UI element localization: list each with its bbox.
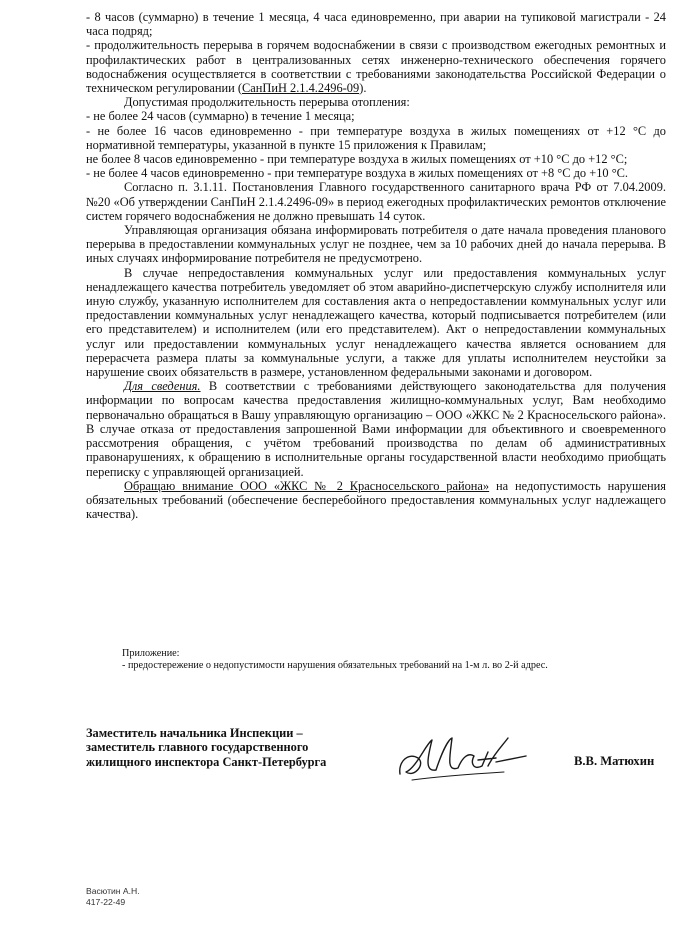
appendix-title: Приложение:: [122, 648, 180, 659]
paragraph-service-quality-act: В случае непредоставления коммунальных услуг или предоставления коммунальных услуг ненадлежащего качества потребитель уведомляет об этом аварийно-диспетчерскую службу исполнителя или иную службу, указанную исполнителем для составления акта о непредоставлении коммунальных услуг или предоставлении коммунальных услуг ненадлежащего качества, который подписывается потребителем (или его представителем) и исполнителем (или его представителем). Акт о непредоставлении коммунальных услуг или предоставлении коммунальных услуг ненадлежащего качества является основанием для перерасчета размера платы за коммунальные услуги, а также для уплаты исполнителем неустойки за нарушение своих обязательств в размере, установленном федеральными законами и договором.: [86, 265, 666, 380]
handwritten-signature-icon: [392, 722, 532, 792]
paragraph-hot-water-maintenance: - продолжительность перерыва в горячем водоснабжении в связи с производством ежегодных ремонтных и профилактических работ в централизованных сетях инженерно-технического обеспечения горячего водоснабжения осуществляется в соответствии с требованиями законодательства Российской Федерации о техническом регулировании (СанПиН 2.1.4.2496-09).: [86, 38, 666, 96]
paragraph-for-information: Для сведения. В соответствии с требованиями действующего законодательства для получения информации по вопросам качества предоставления жилищно-коммунальных услуг, Вам необходимо первоначально обращаться в Вашу управляющую организацию – ООО «ЖКС № 2 Красносельского района». В случае отказа от предоставления запрошенной Вами информации для объективного и своевременного рассмотрения обращения, с учётом требований производства по делам об административных правонарушениях, к обращению в исполнительные органы государственной власти необходимо приобщать переписку с управляющей организацией.: [86, 379, 666, 479]
author-name: Васютин А.Н.: [86, 886, 140, 896]
paragraph-heating-16h: - не более 16 часов единовременно - при температуре воздуха в жилых помещениях от +12 °С до нормативной температуры, указанной в пункте 15 приложения к Правилам;: [86, 123, 666, 152]
appendix-item: - предостережение о недопустимости нарушения обязательных требований на 1-м л. во 2-й адрес.: [122, 660, 548, 671]
paragraph-hot-water-accident: - 8 часов (суммарно) в течение 1 месяца, 4 часа единовременно, при аварии на тупиковой магистрали - 24 часа подряд;: [86, 10, 666, 39]
paragraph-sanpin-reference: Согласно п. 3.1.11. Постановления Главного государственного санитарного врача РФ от 7.04.2009. №20 «Об утверждении СанПиН 2.1.4.2496-09» в период ежегодных профилактических ремонтов отключение систем горячего водоснабжения не должно превышать 14 суток.: [86, 180, 666, 223]
paragraph-attention: Обращаю внимание ООО «ЖКС № 2 Красносельского района» на недопустимость нарушения обязательных требований (обеспечение бесперебойного предоставления коммунальных услуг надлежащего качества).: [86, 478, 667, 522]
paragraph-heating-8h: не более 8 часов единовременно - при температуре воздуха в жилых помещениях от +10 °С до +12 °С;: [86, 152, 628, 167]
paragraph-notification-duty: Управляющая организация обязана информировать потребителя о дате начала проведения планового перерыва в предоставлении коммунальных услуг не позднее, чем за 10 рабочих дней до начала перерыва. В иных случаях информирование потребителя не предусмотрено.: [86, 223, 666, 266]
author-phone: 417-22-49: [86, 897, 126, 907]
paragraph-heating-24h: - не более 24 часов (суммарно) в течение 1 месяца;: [86, 109, 355, 124]
appendix-block: [122, 648, 662, 672]
letter-body: [86, 10, 666, 521]
signatory-title: Заместитель начальника Инспекции – заместитель главного государственного жилищного инспектора Санкт-Петербурга: [86, 726, 327, 769]
paragraph-heating-heading: Допустимая продолжительность перерыва отопления:: [124, 95, 410, 110]
for-information-lead: Для сведения.: [124, 379, 201, 394]
footer-author-block: [86, 886, 140, 908]
signatory-name: В.В. Матюхин: [574, 754, 655, 768]
sanpin-link[interactable]: СанПиН 2.1.4.2496-09: [241, 81, 360, 96]
paragraph-heating-4h: - не более 4 часов единовременно - при температуре воздуха в жилых помещениях от +8 °С до +10 °С.: [86, 166, 629, 181]
attention-lead: Обращаю внимание ООО «ЖКС № 2 Красносельского района»: [124, 478, 490, 493]
